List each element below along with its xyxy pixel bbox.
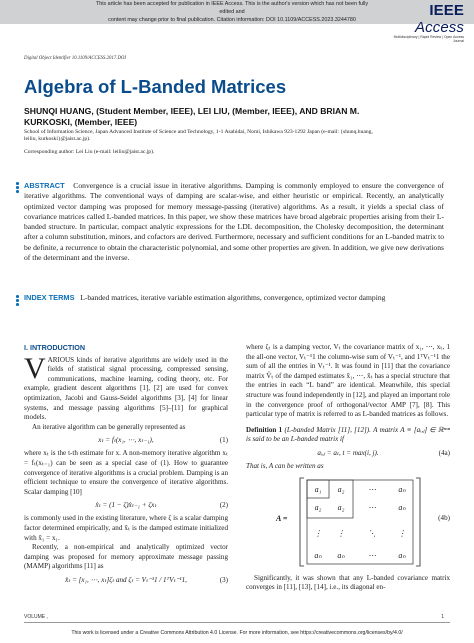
equation-number: (2) — [219, 501, 228, 510]
affiliation-line-2: leiliu, kurkoski}@jaist.ac.jp). — [24, 136, 91, 142]
definition-text: (L-banded Matrix [11], [12]). A matrix A ≡ [aᵢ,ⱼ] ∈ ℝⁿˣⁿ is said to be an L-banded matrix if — [246, 425, 450, 444]
body-paragraph-1: where ζₜ is a damping vector, Vₜ the covariance matrix of x₁, ⋯, xₜ, 1 the all-one vector, Vₜ⁻¹1 the column-wise sum of Vₜ⁻¹, and 1ᵀVₜ⁻¹1 the sum of all the entries in Vₜ⁻¹. It was found in [11] that the covariance matrix V̂ₜ of the damped estimates x̂₁, ⋯, x̂ₜ has a special structure that the entries in each “L band” are identical. Meanwhile, this special structure was found independently in [12], and played an important role in the convergence proof of orthogonal/vector AMP [7], [8]. This particular type of matrix is referred to as L-banded matrices as follows. — [246, 343, 450, 419]
notice-line-1: This article has been accepted for publication in IEEE Access. This is the author's version which has not been fully edited and — [95, 1, 369, 15]
matrix-cell: ⋱ — [368, 528, 376, 538]
index-terms-marker-dots — [16, 295, 20, 307]
ieee-access-logo — [386, 2, 464, 43]
index-terms-text: L-banded matrices, iterative variable estimation algorithms, convergence, optimized vector damping — [80, 293, 386, 302]
band-box-n — [307, 480, 413, 564]
equation-number: (4a) — [438, 448, 450, 457]
matrix-cell: ⋮ — [398, 528, 406, 538]
drop-cap: V — [24, 351, 46, 385]
equation-number: (3) — [219, 575, 228, 584]
author-list — [24, 106, 424, 128]
footer-page-number: 1 — [441, 614, 444, 620]
affiliation — [24, 129, 444, 143]
definition-label: Definition 1 — [246, 425, 283, 434]
authors-line-1: SHUNQI HUANG, (Student Member, IEEE), LEI LIU, (Member, IEEE), AND BRIAN M. — [24, 106, 360, 116]
equation-number: (4b) — [438, 513, 450, 522]
equation-2: x̂ₜ = (1 − ζ)x̂ₜ₋₁ + ζxₜ (2) — [24, 497, 228, 514]
index-terms-label: INDEX TERMS — [24, 293, 75, 302]
equation-1: xₜ = fₜ(x₁, ⋯, xₜ₋₁), (1) — [24, 432, 228, 449]
intro-paragraph-5: Recently, a non-empirical and analytically optimized vector damping was proposed for memory approximate message passing (MAMP) algorithms [11] as — [24, 543, 228, 571]
acceptance-notice — [92, 0, 372, 24]
matrix-cell: aₙ — [337, 550, 345, 560]
right-column — [246, 343, 450, 593]
abstract-block — [24, 181, 444, 263]
logo-ieee: IEEE — [429, 2, 464, 19]
matrix-cell: aₙ — [398, 550, 406, 560]
index-terms-block — [24, 293, 444, 303]
footer-divider — [24, 622, 450, 623]
matrix-cell: ⋮ — [337, 528, 345, 538]
body-paragraph-3: Significantly, it was shown that any L-banded covariance matrix converges in [11], [13], [14], i.e., its diagonal en- — [246, 573, 450, 592]
abstract-label: ABSTRACT — [24, 181, 65, 190]
equation-3: x̂ₜ = [x₁, ⋯, xₜ]ζₜ and ζₜ = Vₜ⁻¹1 / 1ᵀVₜ⁻¹1, (3) — [24, 572, 228, 589]
left-column — [24, 343, 228, 589]
corresponding-author: Corresponding author: Lei Liu (e-mail: leiliu@jaist.ac.jp). — [24, 149, 155, 155]
definition-1 — [246, 426, 450, 445]
matrix-cell: a₂ — [337, 502, 345, 512]
matrix-cell: ⋮ — [314, 528, 322, 538]
matrix-cell: a₂ — [337, 484, 345, 494]
notice-line-2: content may change prior to final publication. Citation information: DOI 10.1109/ACCESS.2023.3244780 — [108, 17, 356, 23]
matrix-cell: ⋯ — [368, 550, 376, 560]
matrix-cell: aₙ — [398, 484, 406, 494]
paper-title: Algebra of L-Banded Matrices — [24, 76, 287, 97]
right-bracket — [416, 478, 420, 566]
matrix-cell: aₙ — [398, 502, 406, 512]
matrix-cell: ⋯ — [368, 502, 376, 512]
logo-tagline: Multidisciplinary | Rapid Review | Open Access Journal — [393, 35, 464, 43]
intro-paragraph-4: is commonly used in the existing literature, where ζ is a scalar damping factor determined empirically, and x̂ₜ is the damped estimate initialized with x̂₁ = x₁. — [24, 514, 228, 542]
intro-paragraph-1: VARIOUS kinds of iterative algorithms are widely used in the fields of statistical signal processing, compressed sensing, communications, machine learning, coding theory, etc. For example, gradient descent algorithms [1], [2] are used for convex optimization, Jacobi and Gauss-Seidel algorithms [3], [4] for linear systems, and message passing algorithms [5]–[11] for graphical models. — [24, 351, 228, 422]
equation-number: (1) — [219, 436, 228, 445]
l-banded-matrix-diagram — [298, 476, 422, 568]
matrix-cell: ⋯ — [368, 484, 376, 494]
abstract-text: Convergence is a crucial issue in iterative algorithms. Damping is commonly employed to ensure the convergence of iterative algorithms. The conventional ways of damping are scalar-wise, and either heuristic or empirical. Recently, an analytically optimized vector damping was proposed for memory message-passing (iterative) algorithms. As a result, it yields a special class of covariance matrices called L-banded matrices. In this paper, we show these matrices have broad algebraic properties arising from their L-banded structure. In particular, compact analytic expressions for the LDL decomposition, the Cholesky decomposition, the determinant after a column substitution, minors, and cofactors are derived. Furthermore, necessary and sufficient conditions for an L-banded matrix to be definite, a recurrence to obtain the characteristic polynomial, and some other properties are given. In addition, we give new derivations of the determinant and the inverse. — [24, 181, 444, 263]
abstract-marker-dots — [16, 182, 20, 194]
matrix-equation-4b — [246, 476, 450, 568]
matrix-label: A = — [276, 513, 288, 523]
matrix-cell: a₂ — [314, 502, 322, 512]
license-notice: This work is licensed under a Creative Commons Attribution 4.0 License. For more information, see https://creativecommons.org/licenses/by/4.0/ — [71, 630, 403, 636]
footer-volume: VOLUME , — [24, 614, 48, 620]
logo-access: Access — [415, 19, 464, 36]
matrix-cell: aₙ — [314, 550, 322, 560]
matrix-cell: a₁ — [314, 484, 322, 494]
authors-line-2: KURKOSKI, (Member, IEEE) — [24, 117, 138, 127]
intro-paragraph-2: An iterative algorithm can be generally represented as — [32, 422, 186, 431]
body-paragraph-2: That is, A can be written as — [246, 461, 324, 470]
affiliation-line-1: School of Information Science, Japan Advanced Institute of Science and Technology, 1-1 Asahidai, Nomi, Ishikawa 923-1292 Japan (e-mail: {shunq.huang, — [24, 129, 373, 135]
intro-paragraph-3: where xₜ is the t-th estimate for x. A non-memory iterative algorithm xₜ = fₜ(xₜ₋₁) can be seen as a special case of (1). How to guarantee convergence of iterative algorithms is a crucial problem. Damping is an efficient technique to ensure the convergence of iterative algorithms. Scalar damping [10] — [24, 449, 228, 496]
equation-4a: aᵢ,ⱼ = aₜ, t = max(i, j). (4a) — [246, 445, 450, 462]
left-bracket — [300, 478, 304, 566]
doi-line: Digital Object Identifier 10.1109/ACCESS.2017.DOI — [24, 56, 126, 61]
section-heading: I. INTRODUCTION — [24, 343, 86, 352]
